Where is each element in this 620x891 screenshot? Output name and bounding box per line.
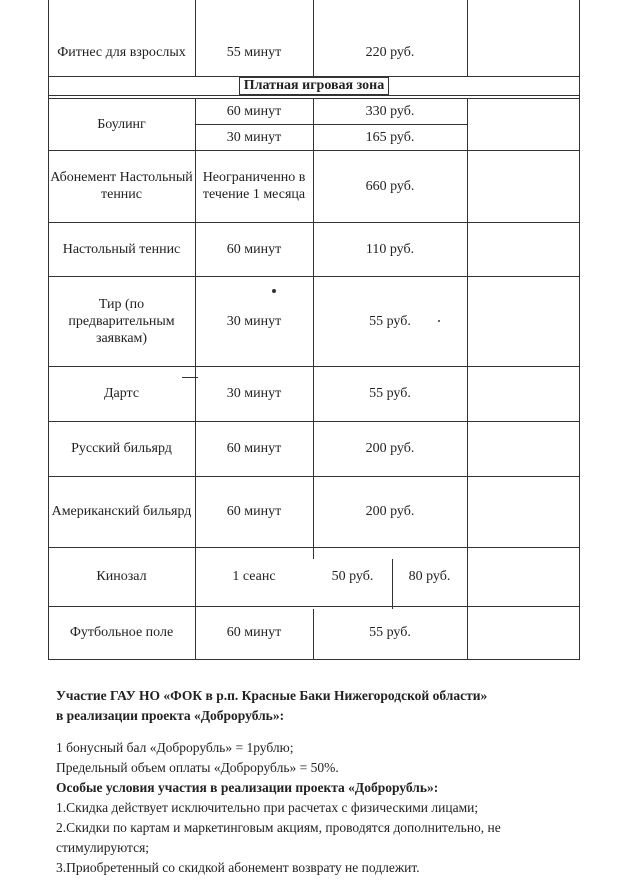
dobrorubl-notes (56, 686, 606, 878)
duration-russian-billiards: 60 минут (226, 441, 282, 456)
section-header-row (48, 76, 580, 95)
scan-speck (182, 377, 198, 378)
table-border-bottom (48, 659, 580, 660)
price-table (48, 0, 580, 659)
service-russian-billiards: Русский бильярд (71, 441, 172, 456)
condition-3: 3.Приобретенный со скидкой абонемент возврату не подлежит. (56, 860, 420, 875)
price-cinema-2: 80 руб. (408, 569, 451, 584)
notes-heading-line2: в реализации проекта «Доброрубль»: (56, 708, 285, 723)
duration-abonement: Неограниченно в течение 1 месяца (202, 170, 306, 202)
service-fitness: Фитнес для взрослых (57, 44, 186, 60)
scan-speck (272, 289, 276, 293)
duration-fitness: 55 минут (226, 44, 282, 60)
service-cinema: Кинозал (96, 569, 147, 584)
payment-limit: Предельный объем оплаты «Доброрубль» = 50%. (56, 760, 339, 775)
notes-heading-line1: Участие ГАУ НО «ФОК в р.п. Красные Баки Нижегородской области» (56, 688, 488, 703)
service-american-billiards: Американский бильярд (51, 504, 192, 519)
duration-tennis: 60 минут (226, 241, 282, 257)
condition-1: 1.Скидка действует исключительно при расчетах с физическими лицами; (56, 800, 479, 815)
service-tir: Тир (по предварительным заявкам) (68, 296, 175, 346)
condition-2: 2.Скидки по картам и маркетинговым акциям, проводятся дополнительно, не стимулируются; (56, 820, 501, 855)
conditions-heading: Особые условия участия в реализации проекта «Доброрубль»: (56, 780, 439, 795)
duration-bowling-2: 30 минут (226, 129, 282, 145)
section-title: Платная игровая зона (239, 77, 390, 95)
service-bowling: Боулинг (97, 116, 146, 132)
price-tir: 55 руб. (369, 313, 411, 329)
price-tennis: 110 руб. (365, 241, 415, 257)
price-football: 55 руб. (369, 625, 411, 640)
price-bowling-1: 330 руб. (365, 103, 415, 119)
column-divider (467, 0, 468, 76)
duration-darts: 30 минут (226, 386, 282, 401)
bonus-rate: 1 бонусный бал «Доброрубль» = 1рублю; (56, 740, 294, 755)
price-fitness: 220 руб. (365, 44, 415, 60)
price-american-billiards: 200 руб. (365, 504, 415, 519)
duration-american-billiards: 60 минут (226, 504, 282, 519)
duration-cinema: 1 сеанс (232, 569, 276, 584)
duration-tir: 30 минут (226, 313, 282, 329)
scan-speck (438, 320, 440, 322)
price-bowling-2: 165 руб. (365, 129, 415, 145)
duration-football: 60 минут (226, 625, 282, 640)
duration-bowling-1: 60 минут (226, 103, 282, 119)
service-abonement: Абонемент Настольный теннис (50, 170, 193, 202)
service-darts: Дартс (103, 386, 140, 401)
column-divider (467, 98, 468, 659)
price-darts: 55 руб. (369, 386, 411, 401)
price-cinema-1: 50 руб. (331, 569, 374, 584)
price-abonement: 660 руб. (365, 178, 415, 194)
row-divider (48, 95, 580, 96)
service-tennis: Настольный теннис (62, 241, 181, 257)
service-football: Футбольное поле (69, 625, 174, 640)
price-russian-billiards: 200 руб. (365, 441, 415, 456)
